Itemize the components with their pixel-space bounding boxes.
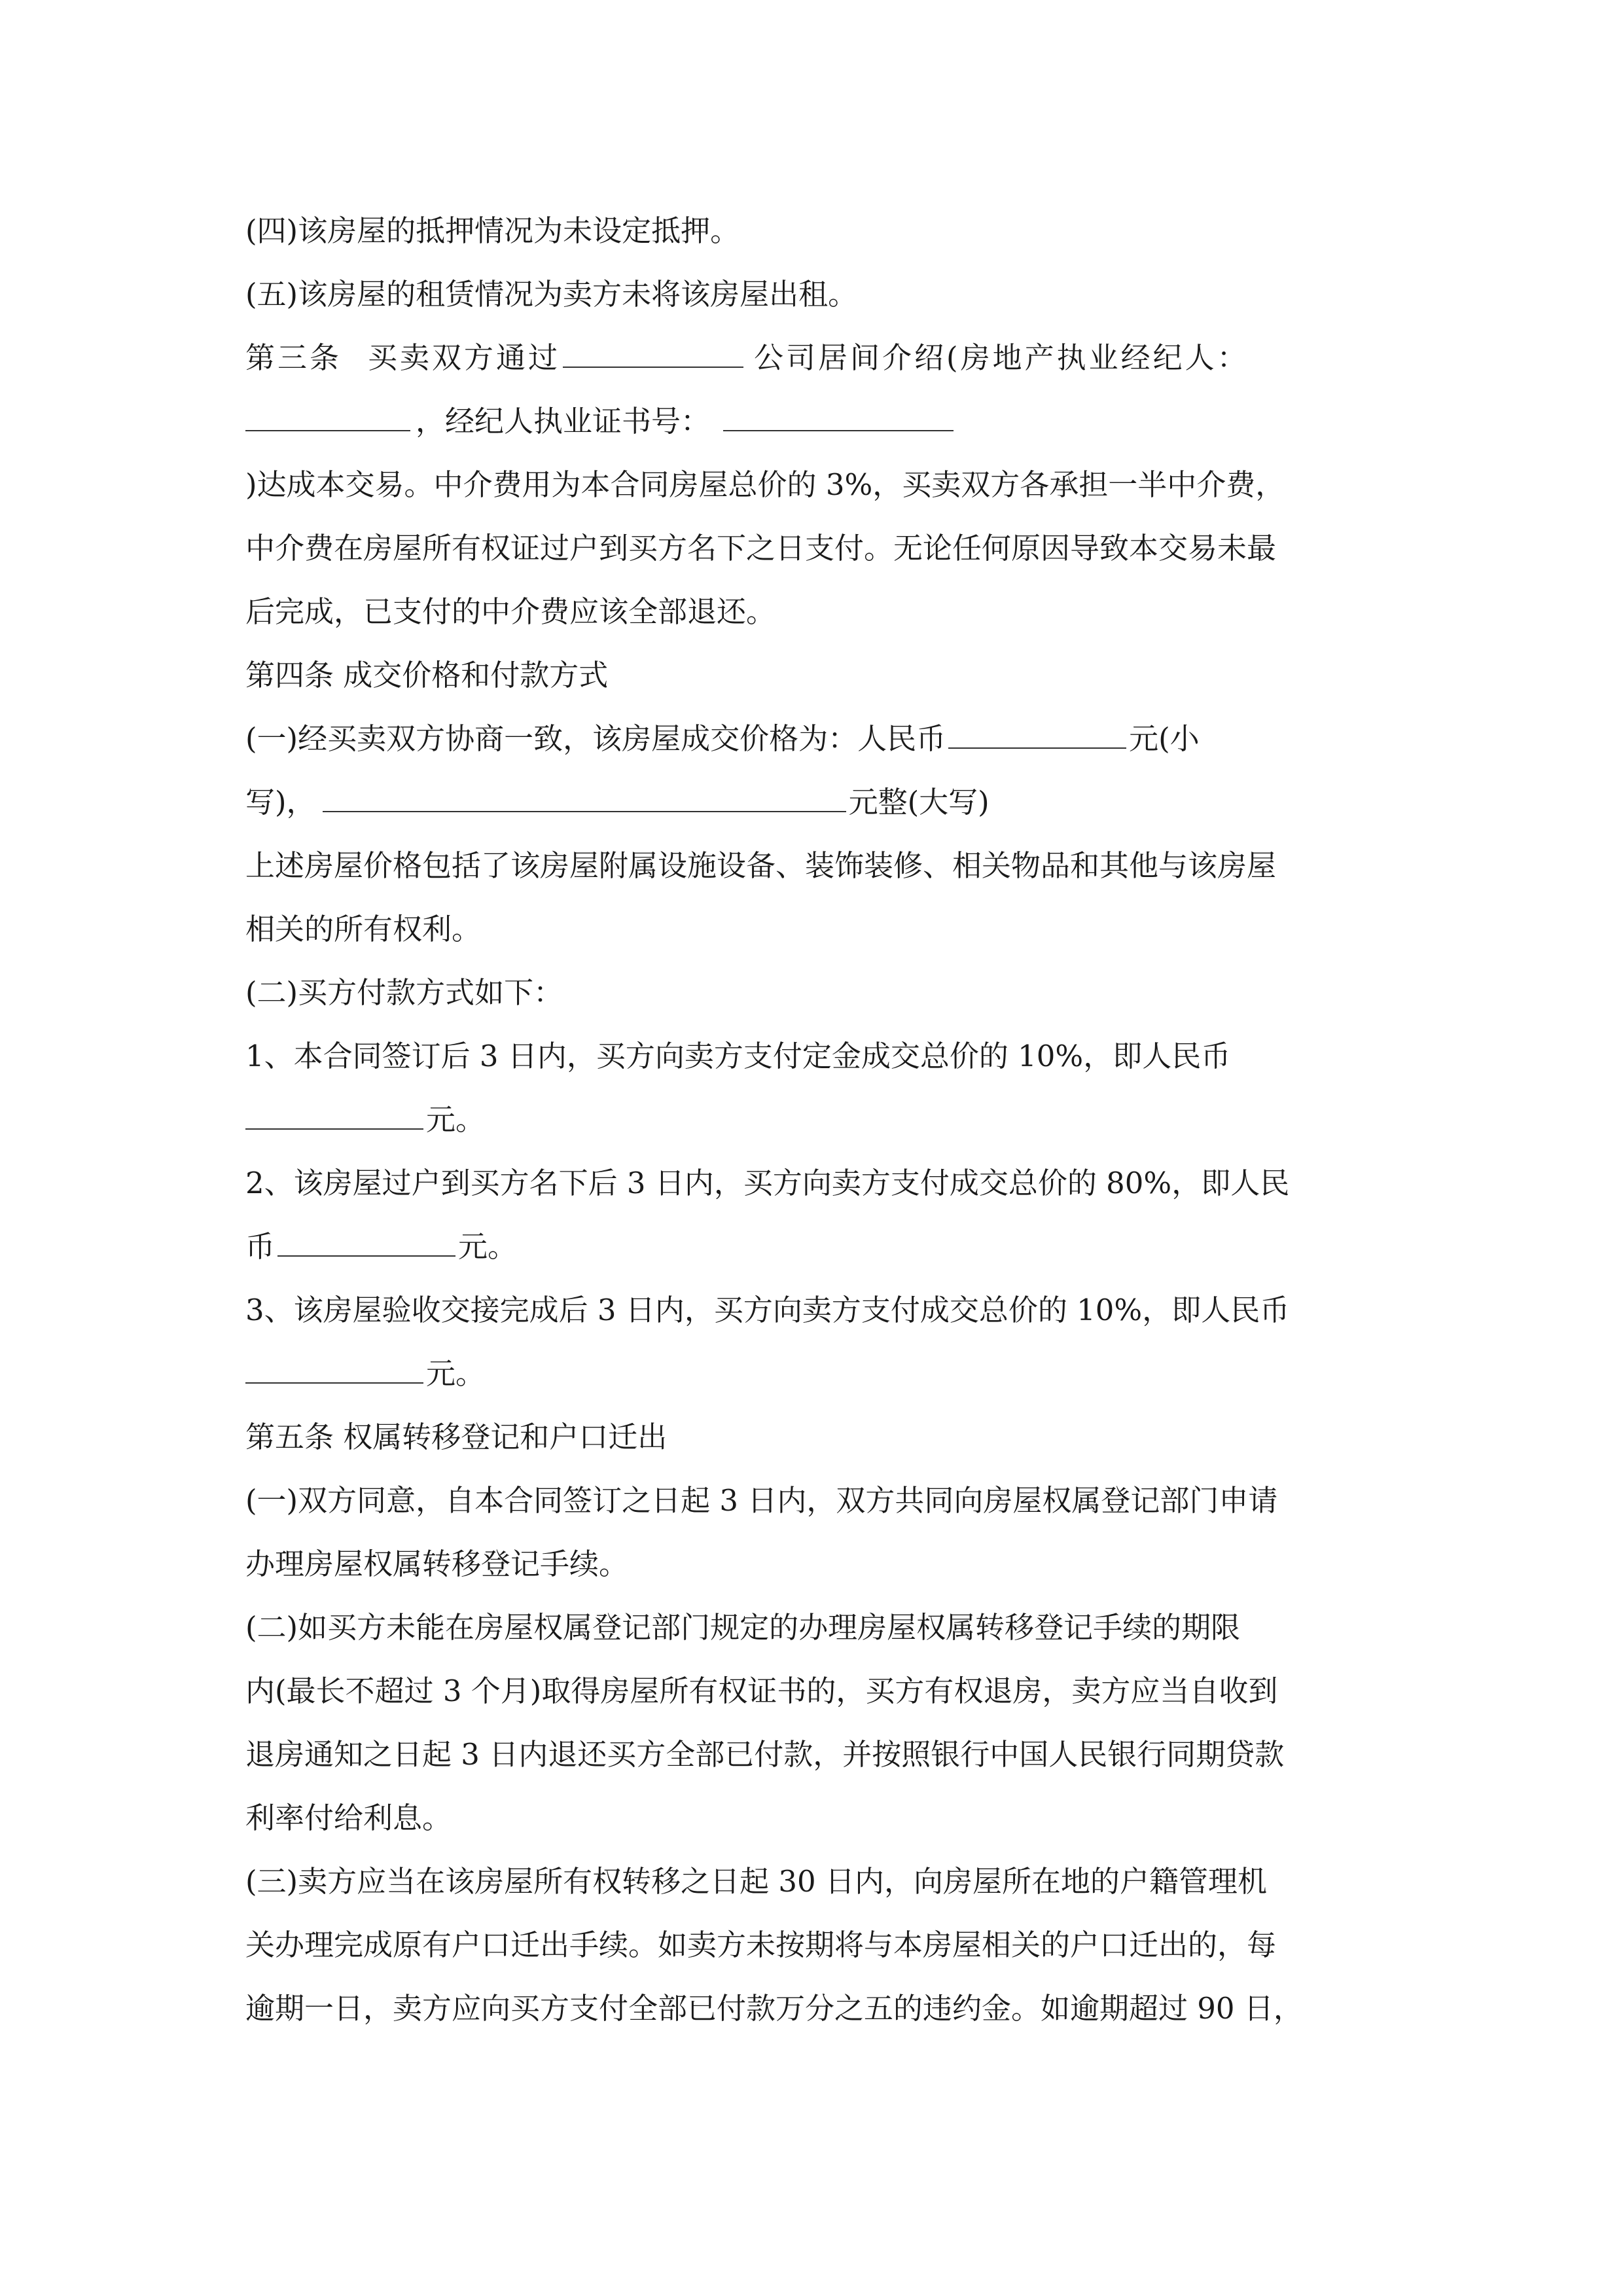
company-blank[interactable]	[563, 340, 743, 368]
clause-5-line-1	[245, 1481, 1277, 1520]
clause-4-item-1-line-2	[245, 783, 990, 822]
clause-5-line-3	[245, 1608, 1240, 1647]
clause-3-line-3	[245, 465, 1285, 505]
payment-3-line-2	[245, 1354, 485, 1393]
clause-2-item-4	[245, 211, 740, 251]
text-line: 3、该房屋验收交接完成后 3 日内，买方向卖方支付成交总价的 10%，即人民币	[245, 1293, 1290, 1327]
clause-3-line-5	[245, 592, 776, 632]
clause-5-line-9	[245, 1989, 1303, 2028]
clause-2-item-5	[245, 275, 857, 314]
text-line: (四)该房屋的抵押情况为未设定抵押。	[245, 213, 740, 248]
price-words-blank[interactable]	[323, 785, 846, 812]
text-line: (一)双方同意，自本合同签订之日起 3 日内，双方共同向房屋权属登记部门申请	[245, 1483, 1278, 1518]
clause-5-line-2	[245, 1545, 628, 1584]
text-line: (二)如买方未能在房屋权属登记部门规定的办理房屋权属转移登记手续的期限	[245, 1610, 1241, 1645]
text-line: 上述房屋价格包括了该房屋附属设施设备、装饰装修、相关物品和其他与该房屋	[245, 848, 1277, 883]
agent-name-blank[interactable]	[245, 404, 410, 431]
text-line: 相关的所有权利。	[245, 912, 482, 946]
text-fragment: 写)，	[245, 785, 316, 819]
text-fragment: 元。	[426, 1356, 486, 1391]
text-line: 内(最长不超过 3 个月)取得房屋所有权证书的，买方有权退房，卖方应当自收到	[245, 1674, 1278, 1708]
clause-4-line-4	[245, 910, 481, 949]
text-line: 利率付给利息。	[245, 1801, 452, 1835]
text-fragment: 元。	[426, 1102, 486, 1137]
clause-3-line-4	[245, 529, 1276, 568]
text-fragment: 元(小	[1129, 721, 1200, 756]
clause-3-agent-line	[245, 402, 954, 441]
text-line: 后完成，已支付的中介费应该全部退还。	[245, 594, 776, 629]
payment-3-line-1	[245, 1291, 1289, 1330]
final-payment-blank[interactable]	[245, 1356, 423, 1384]
text-line: (五)该房屋的租赁情况为卖方未将该房屋出租。	[245, 277, 858, 312]
payment-1-line-1	[245, 1037, 1230, 1076]
clause-4-item-2	[245, 973, 563, 1013]
price-numeric-blank[interactable]	[948, 721, 1126, 749]
text-line: 关办理完成原有户口迁出手续。如卖方未按期将与本房屋相关的户口迁出的，每	[245, 1928, 1277, 1962]
clause-4-line-3	[245, 846, 1276, 886]
second-payment-blank[interactable]	[277, 1229, 455, 1257]
payment-1-line-2	[245, 1100, 485, 1139]
text-fragment: 买卖双方通过	[368, 340, 561, 375]
clause-4-item-1-line-1	[245, 719, 1200, 759]
clause-3-heading-line	[245, 338, 1249, 378]
clause-4-heading	[245, 656, 608, 695]
article-heading: 第四条 成交价格和付款方式	[245, 658, 609, 692]
clause-5-line-7	[245, 1862, 1267, 1901]
text-line: 2、该房屋过户到买方名下后 3 日内，买方向卖方支付成交总价的 80%，即人民	[245, 1166, 1290, 1200]
text-fragment: 元。	[458, 1229, 518, 1264]
text-line: 办理房屋权属转移登记手续。	[245, 1547, 629, 1581]
text-line: (二)买方付款方式如下：	[245, 975, 563, 1010]
clause-5-heading	[245, 1418, 667, 1457]
text-line: )达成本交易。中介费用为本合同房屋总价的 3%，买卖双方各承担一半中介费，	[245, 467, 1285, 502]
license-number-blank[interactable]	[723, 404, 954, 431]
clause-5-line-4	[245, 1672, 1277, 1711]
text-fragment: 币	[245, 1229, 276, 1264]
article-heading: 第五条 权属转移登记和户口迁出	[245, 1420, 668, 1454]
clause-5-line-6	[245, 1799, 452, 1838]
article-label: 第三条	[245, 340, 342, 375]
text-fragment: ，经纪人执业证书号：	[416, 404, 711, 439]
text-fragment: 公司居间介绍(房地产执业经纪人：	[754, 340, 1249, 375]
text-line: 1、本合同签订后 3 日内，买方向卖方支付定金成交总价的 10%，即人民币	[245, 1039, 1231, 1073]
clause-5-line-5	[245, 1735, 1284, 1774]
text-line: 中介费在房屋所有权证过户到买方名下之日支付。无论任何原因导致本交易未最	[245, 531, 1277, 565]
text-fragment: (一)经买卖双方协商一致，该房屋成交价格为：人民币	[245, 721, 946, 756]
text-fragment: 元整(大写)	[848, 785, 990, 819]
text-line: (三)卖方应当在该房屋所有权转移之日起 30 日内，向房屋所在地的户籍管理机	[245, 1864, 1267, 1899]
deposit-amount-blank[interactable]	[245, 1102, 423, 1130]
text-line: 退房通知之日起 3 日内退还买方全部已付款，并按照银行中国人民银行同期贷款	[245, 1737, 1285, 1772]
payment-2-line-2	[245, 1227, 517, 1266]
clause-5-line-8	[245, 1926, 1276, 1965]
text-line: 逾期一日，卖方应向买方支付全部已付款万分之五的违约金。如逾期超过 90 日，	[245, 1991, 1303, 2026]
payment-2-line-1	[245, 1164, 1289, 1203]
